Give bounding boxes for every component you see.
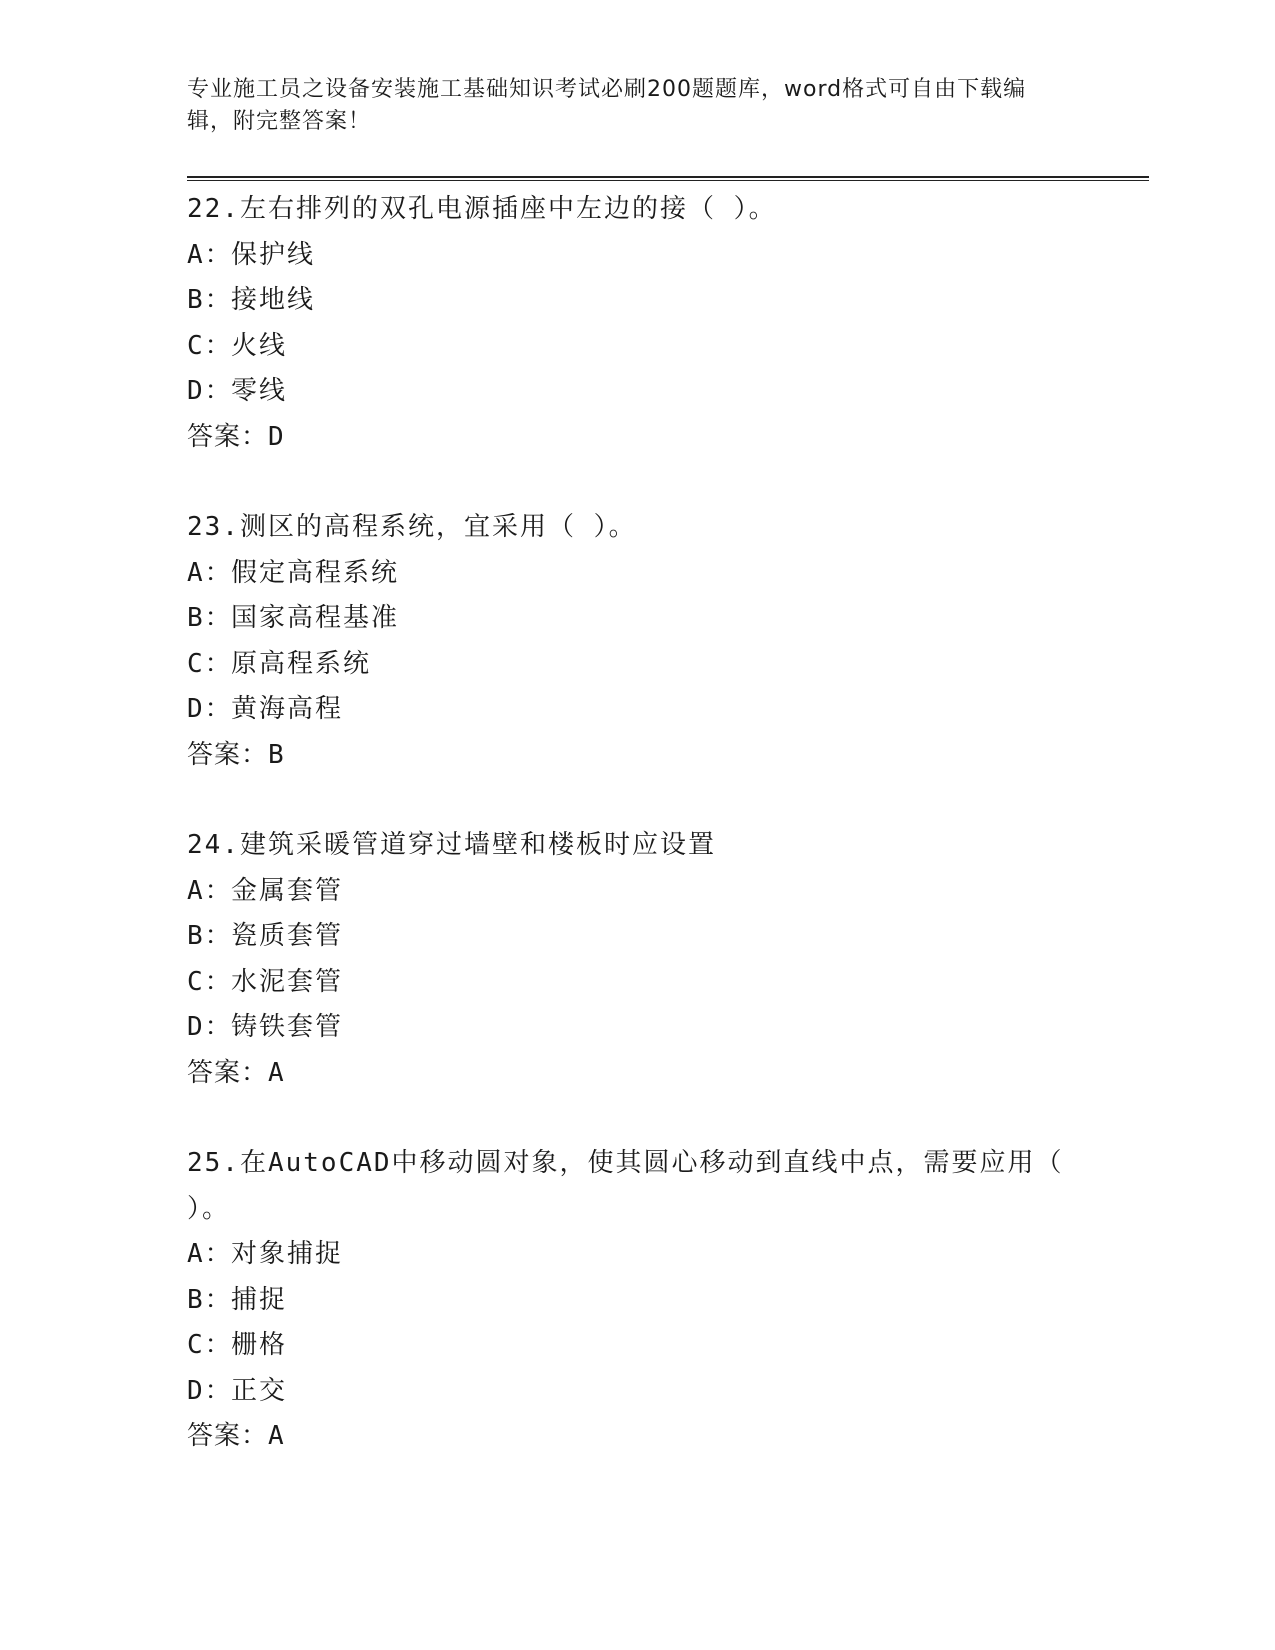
answer-line (187, 733, 1087, 779)
option-key: D： (187, 1375, 233, 1406)
question-block (187, 823, 1087, 1096)
answer-value: B (268, 739, 285, 770)
question-stem: 23.测区的高程系统，宜采用（ ）。 (187, 512, 637, 542)
option-text: 正交 (231, 1375, 288, 1406)
option-key: B： (187, 603, 233, 633)
option-text: 接地线 (231, 285, 316, 315)
option-a (187, 551, 1087, 597)
option-a (187, 869, 1087, 915)
option-text: 黄海高程 (231, 694, 344, 724)
question-stem: 24.建筑采暖管道穿过墙壁和楼板时应设置 (187, 830, 716, 860)
option-text: 金属套管 (231, 875, 344, 906)
answer-line (187, 1051, 1087, 1097)
option-key: B： (187, 1284, 233, 1315)
option-c (187, 642, 1087, 688)
question-stem: 22.左右排列的双孔电源插座中左边的接（ ）。 (187, 194, 777, 224)
option-text: 原高程系统 (231, 648, 372, 679)
option-b (187, 1278, 1067, 1324)
option-key: D： (187, 694, 233, 724)
option-key: C： (187, 648, 233, 679)
option-d (187, 1369, 1067, 1415)
option-key: B： (187, 921, 233, 951)
option-b (187, 596, 1087, 642)
option-b (187, 914, 1087, 960)
question-block (187, 1141, 1067, 1460)
option-d (187, 1005, 1087, 1051)
answer-value: A (268, 1421, 285, 1451)
option-d (187, 369, 1087, 415)
question-stem: 25.在AutoCAD中移动圆对象，使其圆心移动到直线中点，需要应用（ ）。 (187, 1148, 1064, 1224)
header-divider (187, 176, 1149, 181)
option-a (187, 1232, 1067, 1278)
option-text: 假定高程系统 (231, 557, 400, 588)
option-text: 零线 (231, 376, 288, 406)
option-text: 对象捕捉 (231, 1239, 344, 1269)
option-key: A： (187, 875, 233, 906)
option-key: C： (187, 966, 233, 997)
answer-label: 答案： (187, 1421, 269, 1451)
option-c (187, 960, 1087, 1006)
option-key: D： (187, 1012, 233, 1042)
option-key: B： (187, 285, 233, 315)
answer-line (187, 415, 1087, 461)
document-header: 专业施工员之设备安装施工基础知识考试必刷200题题库，word格式可自由下载编辑，附完整答案！ (187, 77, 1027, 134)
option-text: 栅格 (231, 1330, 288, 1360)
option-key: C： (187, 1330, 233, 1360)
question-block (187, 187, 1087, 460)
option-text: 水泥套管 (231, 966, 344, 997)
option-d (187, 687, 1087, 733)
answer-label: 答案： (187, 1057, 269, 1088)
option-text: 捕捉 (231, 1284, 288, 1315)
option-c (187, 324, 1087, 370)
option-text: 保护线 (231, 239, 316, 270)
option-key: A： (187, 1239, 233, 1269)
option-text: 国家高程基准 (231, 603, 400, 633)
option-text: 火线 (231, 330, 288, 361)
option-key: A： (187, 557, 233, 588)
option-text: 瓷质套管 (231, 921, 344, 951)
answer-value: D (268, 421, 285, 452)
option-a (187, 233, 1087, 279)
option-c (187, 1323, 1067, 1369)
option-key: D： (187, 376, 233, 406)
question-block (187, 505, 1087, 778)
option-key: C： (187, 330, 233, 361)
answer-line (187, 1414, 1067, 1460)
option-b (187, 278, 1087, 324)
answer-label: 答案： (187, 739, 269, 770)
answer-value: A (268, 1057, 285, 1088)
option-key: A： (187, 239, 233, 270)
option-text: 铸铁套管 (231, 1012, 344, 1042)
answer-label: 答案： (187, 421, 269, 452)
